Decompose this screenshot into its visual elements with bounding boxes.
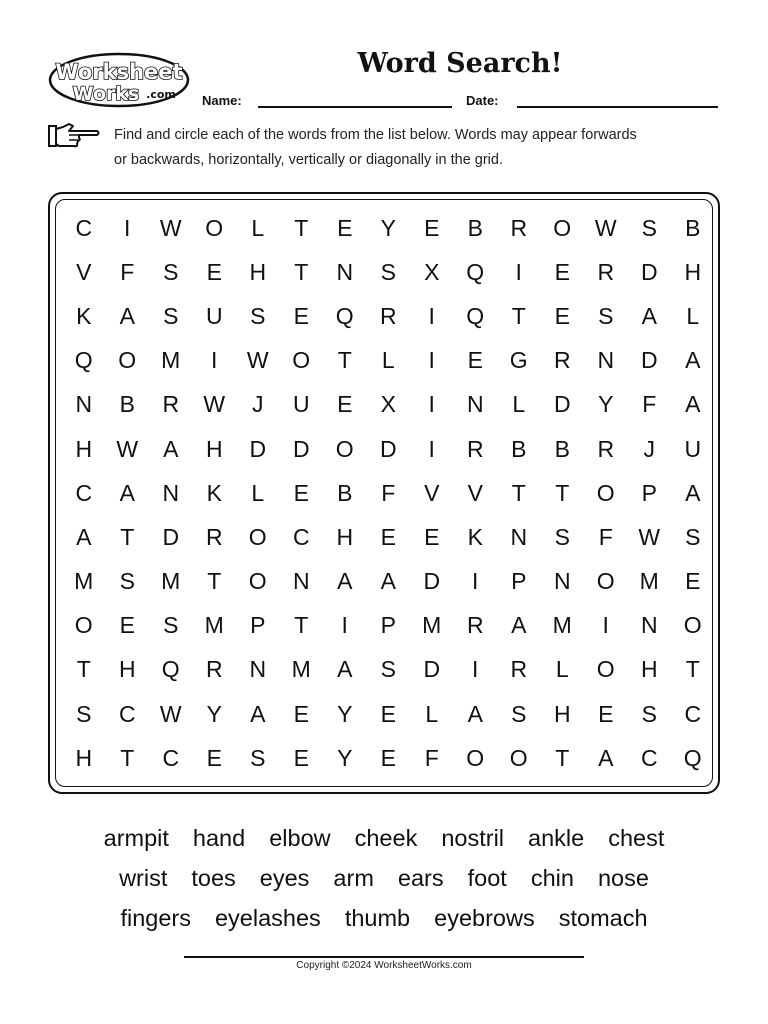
grid-letter[interactable]: S: [685, 523, 701, 550]
page-title: Word Search!: [357, 48, 563, 79]
logo-line2: Works: [72, 83, 140, 105]
footer-divider: [184, 956, 584, 958]
grid-letter[interactable]: M: [291, 656, 311, 683]
grid-letter[interactable]: O: [248, 523, 267, 550]
grid-letter[interactable]: H: [75, 744, 93, 771]
grid-letter[interactable]: T: [337, 347, 352, 374]
grid-letter[interactable]: O: [683, 612, 702, 639]
grid-letter[interactable]: A: [685, 347, 701, 374]
grid-letter[interactable]: P: [380, 612, 396, 639]
grid-letter[interactable]: W: [594, 214, 617, 241]
grid-letter[interactable]: N: [510, 523, 528, 550]
grid-letter[interactable]: R: [162, 391, 180, 418]
grid-letter[interactable]: Q: [683, 744, 702, 771]
grid-letter[interactable]: C: [75, 479, 93, 506]
grid-letter[interactable]: E: [206, 258, 222, 285]
date-label: Date:: [466, 93, 499, 108]
grid-letter[interactable]: S: [163, 302, 179, 329]
grid-letter[interactable]: O: [596, 656, 615, 683]
grid-letter[interactable]: S: [641, 700, 657, 727]
word-list-item: arm: [333, 865, 374, 891]
grid-letter[interactable]: W: [159, 214, 182, 241]
grid-letter[interactable]: L: [555, 656, 569, 683]
grid-letter[interactable]: H: [640, 656, 658, 683]
grid-letter[interactable]: R: [510, 214, 528, 241]
grid-letter[interactable]: C: [684, 700, 702, 727]
instructions-text: [114, 123, 724, 173]
grid-letter[interactable]: D: [379, 435, 397, 462]
grid-letter[interactable]: D: [162, 523, 180, 550]
grid-letter[interactable]: M: [639, 568, 659, 595]
grid-letter[interactable]: E: [337, 391, 353, 418]
grid-letter[interactable]: N: [249, 656, 267, 683]
grid-letter[interactable]: R: [205, 523, 223, 550]
grid-letter[interactable]: I: [428, 391, 435, 418]
grid-letter[interactable]: F: [381, 479, 396, 506]
grid-letter[interactable]: J: [643, 435, 655, 462]
grid-letter[interactable]: E: [685, 568, 701, 595]
grid-letter[interactable]: K: [76, 302, 92, 329]
grid-letter[interactable]: X: [380, 391, 396, 418]
grid-letter[interactable]: O: [292, 347, 311, 374]
grid-letter[interactable]: T: [555, 744, 570, 771]
grid-letter[interactable]: M: [204, 612, 224, 639]
grid-letter[interactable]: E: [293, 744, 309, 771]
grid-letter[interactable]: T: [511, 302, 526, 329]
grid-letter[interactable]: D: [423, 568, 441, 595]
grid-letter[interactable]: W: [116, 435, 139, 462]
grid-letter[interactable]: B: [554, 435, 570, 462]
grid-letter[interactable]: I: [124, 214, 131, 241]
grid-letter[interactable]: K: [467, 523, 483, 550]
grid-letter[interactable]: H: [336, 523, 354, 550]
grid-letter[interactable]: S: [380, 656, 396, 683]
grid-letter[interactable]: V: [76, 258, 92, 285]
word-list-item: toes: [191, 865, 236, 891]
grid-letter[interactable]: T: [120, 523, 135, 550]
grid-letter[interactable]: O: [466, 744, 485, 771]
grid-letter[interactable]: S: [598, 302, 614, 329]
grid-letter[interactable]: E: [293, 700, 309, 727]
grid-letter[interactable]: S: [76, 700, 92, 727]
worksheetworks-logo: [48, 52, 190, 108]
letter-grid: [62, 206, 715, 780]
grid-letter[interactable]: M: [74, 568, 94, 595]
grid-letter[interactable]: B: [467, 214, 483, 241]
word-list-item: ears: [397, 865, 444, 891]
grid-letter[interactable]: E: [293, 302, 309, 329]
instructions-line-2: or backwards, horizontally, vertically or diagonally in the grid.: [114, 152, 503, 168]
word-list-row: [48, 818, 720, 858]
copyright-text: Copyright ©2024 WorksheetWorks.com: [296, 960, 472, 971]
grid-letter[interactable]: T: [511, 479, 526, 506]
grid-letter[interactable]: G: [509, 347, 528, 374]
grid-letter[interactable]: H: [205, 435, 223, 462]
grid-letter[interactable]: Y: [598, 391, 614, 418]
grid-letter[interactable]: J: [252, 391, 264, 418]
grid-letter[interactable]: H: [553, 700, 571, 727]
grid-letter[interactable]: B: [511, 435, 527, 462]
grid-letter[interactable]: I: [428, 302, 435, 329]
grid-letter[interactable]: A: [337, 568, 353, 595]
grid-letter[interactable]: S: [163, 258, 179, 285]
grid-letter[interactable]: E: [424, 214, 440, 241]
grid-letter[interactable]: W: [203, 391, 226, 418]
grid-letter[interactable]: D: [249, 435, 267, 462]
word-list-item: hand: [192, 825, 246, 851]
grid-letter[interactable]: A: [337, 656, 353, 683]
grid-letter[interactable]: A: [119, 302, 135, 329]
grid-letter[interactable]: N: [466, 391, 484, 418]
grid-letter[interactable]: O: [553, 214, 572, 241]
grid-letter[interactable]: A: [76, 523, 92, 550]
grid-letter[interactable]: A: [685, 479, 701, 506]
grid-letter[interactable]: C: [292, 523, 310, 550]
grid-letter[interactable]: L: [512, 391, 526, 418]
grid-letter[interactable]: E: [554, 302, 570, 329]
grid-letter[interactable]: A: [511, 612, 527, 639]
grid-letter[interactable]: Q: [74, 347, 93, 374]
grid-letter[interactable]: P: [641, 479, 657, 506]
grid-letter[interactable]: E: [337, 214, 353, 241]
grid-letter[interactable]: R: [379, 302, 397, 329]
grid-letter[interactable]: I: [472, 656, 479, 683]
grid-letter[interactable]: L: [251, 479, 265, 506]
grid-letter[interactable]: M: [422, 612, 442, 639]
grid-letter[interactable]: K: [206, 479, 222, 506]
word-list-item: ankle: [528, 825, 585, 851]
word-list-item: nose: [597, 865, 649, 891]
grid-letter[interactable]: C: [75, 214, 93, 241]
word-list-item: elbow: [269, 825, 331, 851]
word-list-item: chin: [530, 865, 574, 891]
grid-letter[interactable]: O: [248, 568, 267, 595]
grid-letter[interactable]: I: [211, 347, 218, 374]
grid-letter[interactable]: R: [466, 435, 484, 462]
word-list-item: thumb: [344, 905, 411, 931]
grid-letter[interactable]: E: [598, 700, 614, 727]
grid-letter[interactable]: I: [602, 612, 609, 639]
grid-letter[interactable]: D: [423, 656, 441, 683]
grid-letter[interactable]: L: [425, 700, 439, 727]
grid-letter[interactable]: T: [294, 612, 309, 639]
grid-letter[interactable]: N: [162, 479, 180, 506]
word-list-item: foot: [467, 865, 507, 891]
grid-letter[interactable]: H: [118, 656, 136, 683]
grid-letter[interactable]: E: [554, 258, 570, 285]
grid-letter[interactable]: A: [467, 700, 483, 727]
grid-letter[interactable]: A: [598, 744, 614, 771]
grid-letter[interactable]: Q: [335, 302, 354, 329]
grid-letter[interactable]: O: [596, 568, 615, 595]
grid-letter[interactable]: D: [292, 435, 310, 462]
grid-letter[interactable]: E: [424, 523, 440, 550]
grid-letter[interactable]: V: [467, 479, 483, 506]
grid-letter[interactable]: L: [686, 302, 700, 329]
grid-letter[interactable]: O: [118, 347, 137, 374]
grid-letter[interactable]: S: [641, 214, 657, 241]
word-list-item: fingers: [120, 905, 191, 931]
grid-letter[interactable]: N: [75, 391, 93, 418]
grid-letter[interactable]: O: [596, 479, 615, 506]
grid-letter[interactable]: T: [76, 656, 91, 683]
grid-letter[interactable]: W: [159, 700, 182, 727]
grid-letter[interactable]: I: [515, 258, 522, 285]
grid-letter[interactable]: L: [251, 214, 265, 241]
grid-letter[interactable]: U: [292, 391, 310, 418]
grid-letter[interactable]: A: [380, 568, 396, 595]
grid-letter[interactable]: D: [640, 258, 658, 285]
grid-letter[interactable]: H: [75, 435, 93, 462]
word-list-item: chest: [608, 825, 665, 851]
date-field[interactable]: [517, 106, 718, 108]
grid-letter[interactable]: R: [553, 347, 571, 374]
grid-letter[interactable]: R: [597, 435, 615, 462]
grid-letter[interactable]: W: [638, 523, 661, 550]
grid-letter[interactable]: S: [511, 700, 527, 727]
pointing-hand-icon: [47, 121, 101, 149]
grid-letter[interactable]: M: [552, 612, 572, 639]
grid-letter[interactable]: O: [74, 612, 93, 639]
grid-letter[interactable]: S: [163, 612, 179, 639]
grid-letter[interactable]: R: [510, 656, 528, 683]
grid-letter[interactable]: A: [250, 700, 266, 727]
instructions-line-1: Find and circle each of the words from the list below. Words may appear forwards: [114, 127, 637, 143]
grid-letter[interactable]: I: [428, 347, 435, 374]
word-list-item: cheek: [354, 825, 418, 851]
grid-letter[interactable]: W: [246, 347, 269, 374]
grid-letter[interactable]: T: [555, 479, 570, 506]
grid-letter[interactable]: F: [598, 523, 613, 550]
grid-letter[interactable]: S: [250, 744, 266, 771]
grid-letter[interactable]: B: [119, 391, 135, 418]
grid-letter[interactable]: S: [380, 258, 396, 285]
grid-letter[interactable]: C: [118, 700, 136, 727]
grid-letter[interactable]: S: [554, 523, 570, 550]
grid-letter[interactable]: H: [249, 258, 267, 285]
word-list-item: armpit: [103, 825, 169, 851]
word-list-item: eyebrows: [434, 905, 535, 931]
grid-letter[interactable]: B: [337, 479, 353, 506]
logo-suffix: .com: [146, 88, 176, 101]
grid-letter[interactable]: R: [466, 612, 484, 639]
grid-letter[interactable]: F: [642, 391, 657, 418]
grid-letter[interactable]: T: [294, 214, 309, 241]
grid-letter[interactable]: E: [206, 744, 222, 771]
word-list-item: nostril: [441, 825, 505, 851]
word-list-row: [48, 898, 720, 938]
grid-letter[interactable]: T: [685, 656, 700, 683]
name-label: Name:: [202, 93, 242, 108]
word-list-item: eyes: [259, 865, 310, 891]
logo-line1: Worksheet: [55, 60, 183, 84]
grid-letter[interactable]: Y: [337, 744, 353, 771]
grid-letter[interactable]: O: [509, 744, 528, 771]
grid-letter[interactable]: U: [205, 302, 223, 329]
grid-letter[interactable]: D: [553, 391, 571, 418]
grid-letter[interactable]: M: [161, 568, 181, 595]
grid-letter[interactable]: I: [341, 612, 348, 639]
grid-letter[interactable]: L: [381, 347, 395, 374]
grid-letter[interactable]: T: [294, 258, 309, 285]
grid-letter[interactable]: F: [120, 258, 135, 285]
grid-letter[interactable]: E: [119, 612, 135, 639]
grid-letter[interactable]: O: [205, 214, 224, 241]
grid-letter[interactable]: P: [250, 612, 266, 639]
grid-letter[interactable]: P: [511, 568, 527, 595]
grid-letter[interactable]: S: [119, 568, 135, 595]
grid-letter[interactable]: C: [640, 744, 658, 771]
grid-letter[interactable]: U: [684, 435, 702, 462]
word-list-row: [48, 858, 720, 898]
grid-letter[interactable]: Y: [380, 214, 396, 241]
grid-letter[interactable]: X: [424, 258, 440, 285]
grid-letter[interactable]: S: [250, 302, 266, 329]
grid-letter[interactable]: A: [685, 391, 701, 418]
grid-letter[interactable]: R: [205, 656, 223, 683]
grid-letter[interactable]: Q: [466, 258, 485, 285]
grid-letter[interactable]: T: [207, 568, 222, 595]
word-list-item: eyelashes: [214, 905, 321, 931]
word-list-item: wrist: [119, 865, 168, 891]
grid-letter[interactable]: A: [641, 302, 657, 329]
name-field[interactable]: [258, 106, 452, 108]
grid-letter[interactable]: O: [335, 435, 354, 462]
grid-letter[interactable]: Q: [466, 302, 485, 329]
grid-letter[interactable]: E: [293, 479, 309, 506]
grid-letter[interactable]: V: [424, 479, 440, 506]
grid-letter[interactable]: E: [467, 347, 483, 374]
grid-letter[interactable]: Q: [161, 656, 180, 683]
grid-letter[interactable]: E: [380, 523, 396, 550]
grid-letter[interactable]: Y: [206, 700, 222, 727]
grid-letter[interactable]: N: [336, 258, 354, 285]
grid-letter[interactable]: F: [424, 744, 439, 771]
grid-letter[interactable]: N: [597, 347, 615, 374]
grid-letter[interactable]: T: [120, 744, 135, 771]
grid-letter[interactable]: H: [684, 258, 702, 285]
grid-letter[interactable]: M: [161, 347, 181, 374]
grid-letter[interactable]: E: [380, 700, 396, 727]
word-list-item: stomach: [558, 905, 648, 931]
grid-letter[interactable]: N: [292, 568, 310, 595]
grid-letter[interactable]: E: [380, 744, 396, 771]
grid-letter[interactable]: A: [119, 479, 135, 506]
grid-letter[interactable]: I: [428, 435, 435, 462]
grid-letter[interactable]: Y: [337, 700, 353, 727]
word-list: [48, 818, 720, 938]
grid-letter[interactable]: N: [553, 568, 571, 595]
grid-letter[interactable]: A: [163, 435, 179, 462]
grid-letter[interactable]: R: [597, 258, 615, 285]
grid-letter[interactable]: D: [640, 347, 658, 374]
grid-letter[interactable]: C: [162, 744, 180, 771]
grid-letter[interactable]: I: [472, 568, 479, 595]
grid-letter[interactable]: B: [685, 214, 701, 241]
grid-letter[interactable]: N: [640, 612, 658, 639]
